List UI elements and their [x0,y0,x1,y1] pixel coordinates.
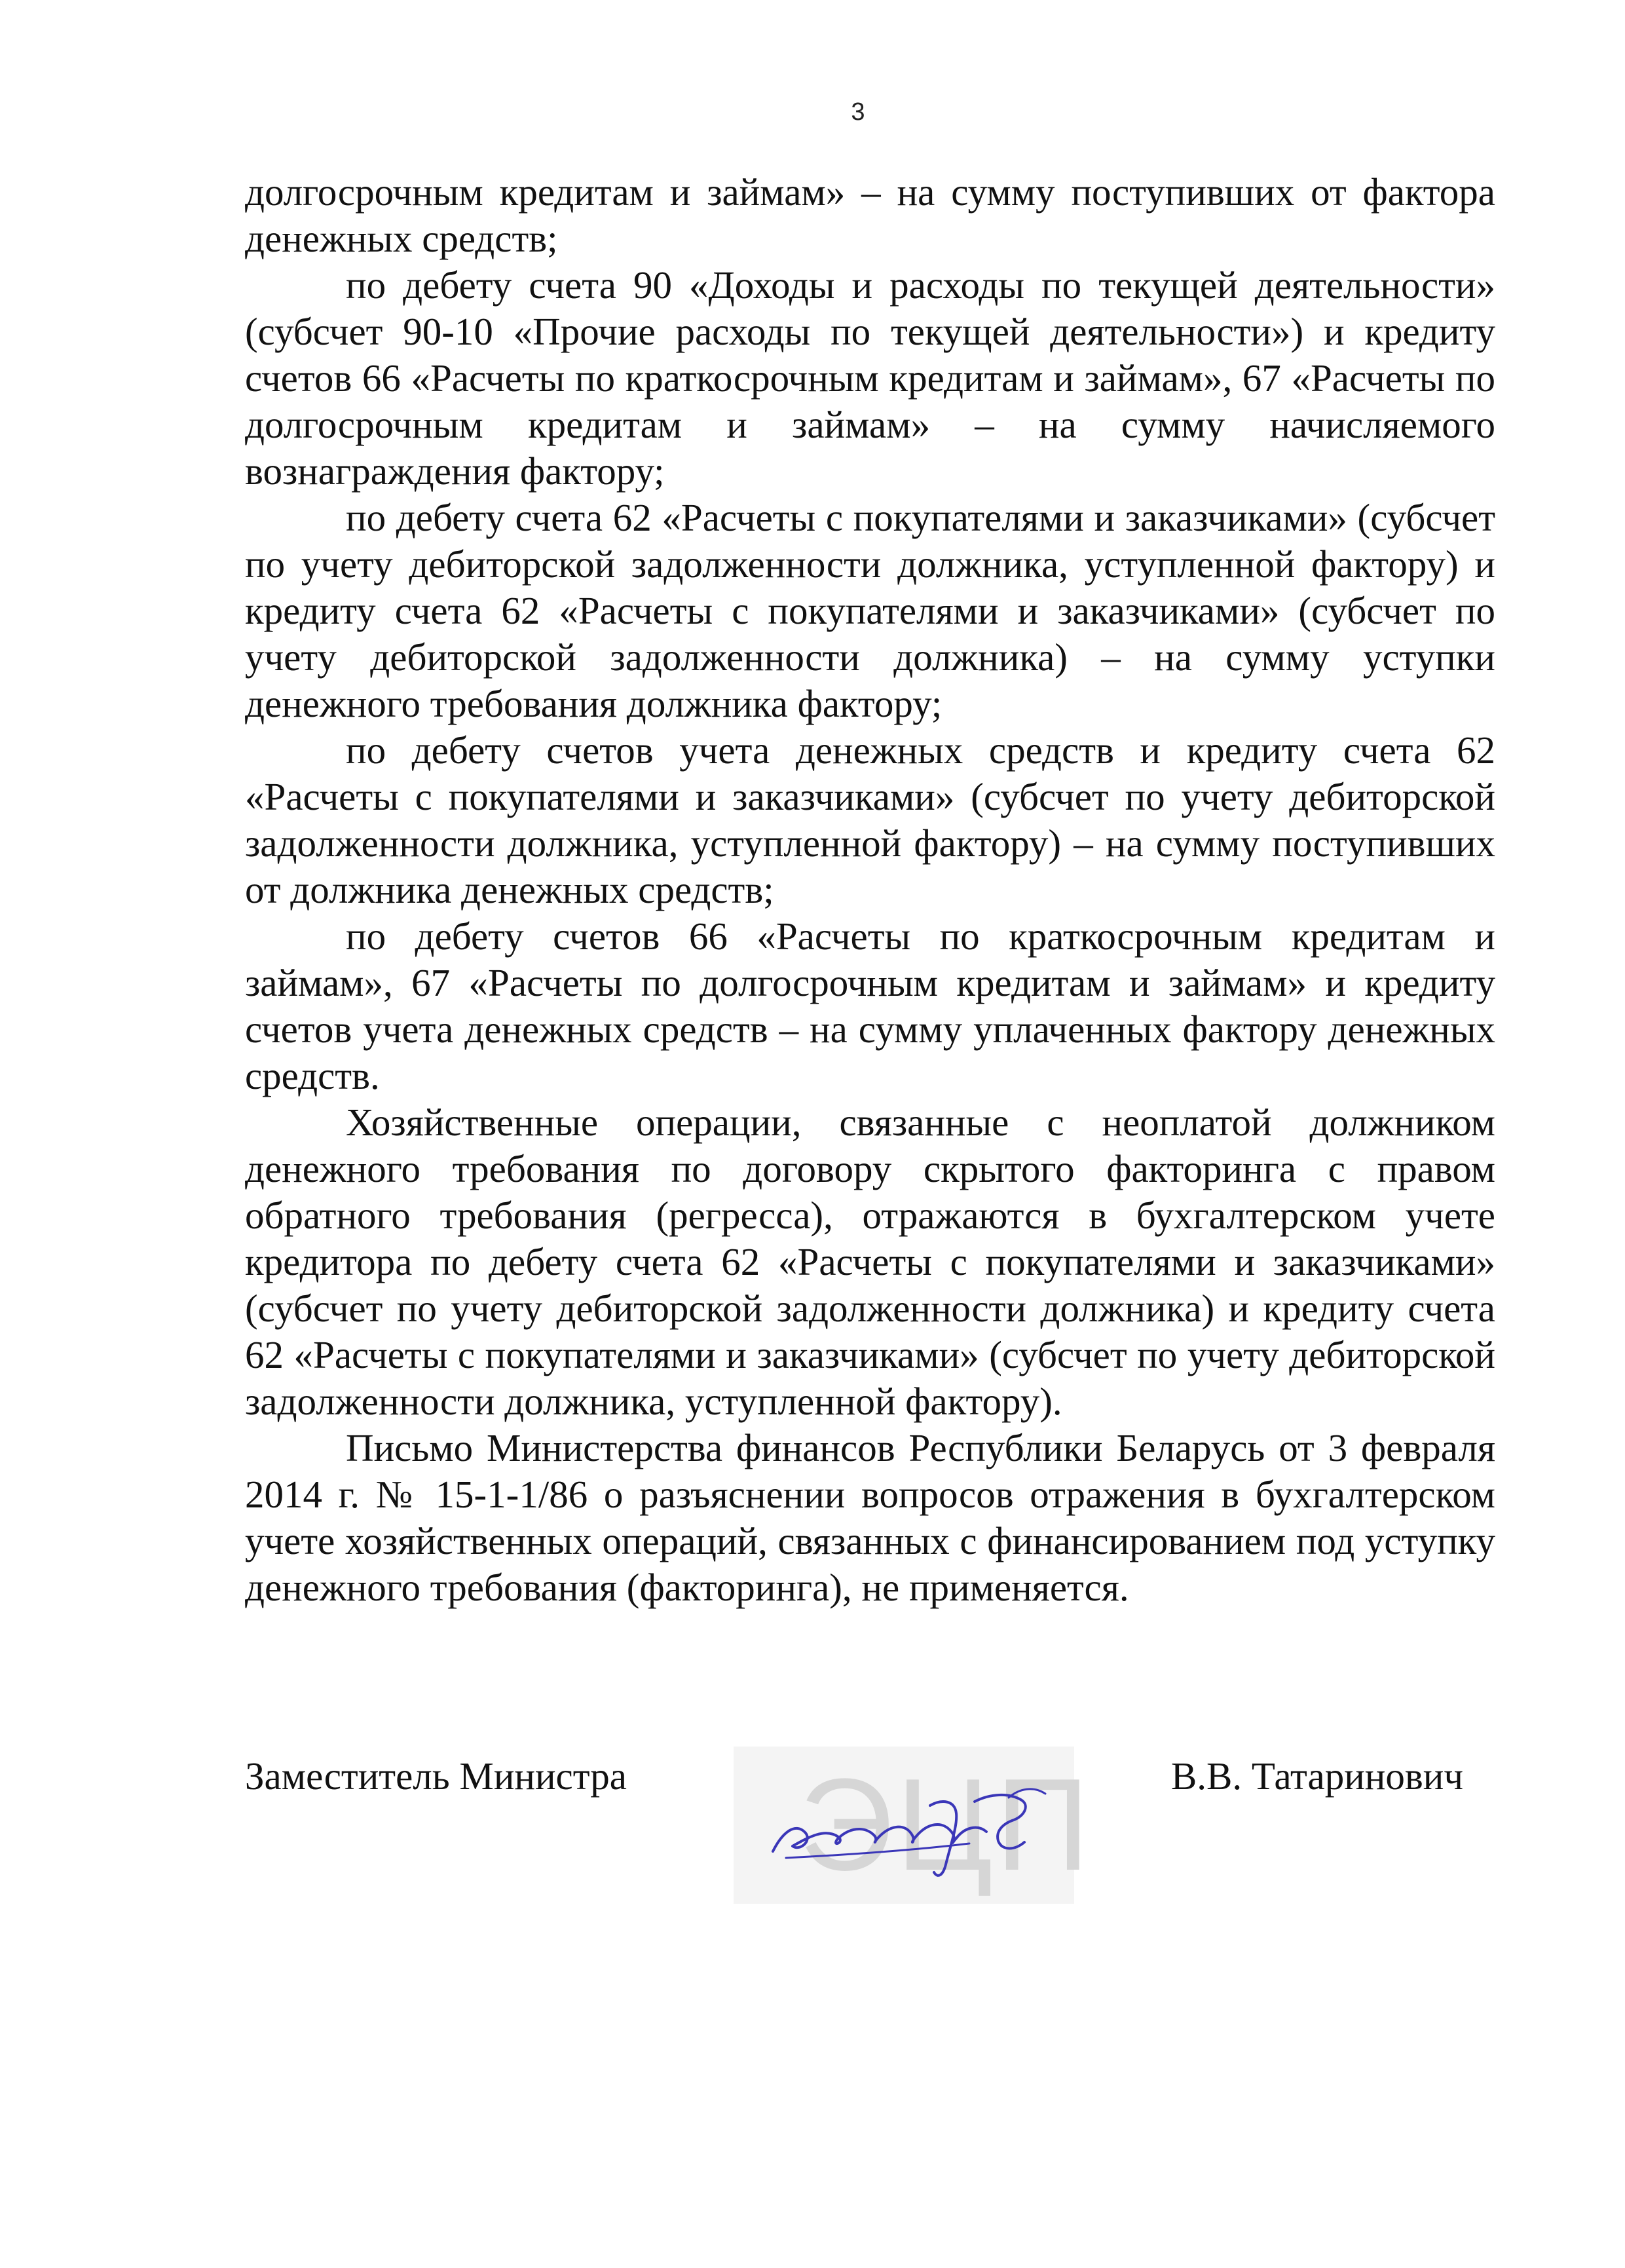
paragraph-continuation: долгосрочным кредитам и займам» – на сумму поступивших от фактора денежных средств; [245,170,1495,260]
paragraph-debit-90: по дебету счета 90 «Доходы и расходы по текущей деятельности» (субсчет 90-10 «Прочие расходы по текущей деятельности») и кредиту счетов 66 «Расчеты по краткосрочным кредитам и займам», 67 «Расчеты по долгосрочным кредитам и займам» – на сумму начисляемого вознаграждения фактору; [245,263,1495,493]
signatory-position: Заместитель Министра [245,1754,627,1798]
handwritten-signature [734,1760,1074,1891]
paragraph-letter-not-applied: Письмо Министерства финансов Республики Беларусь от 3 февраля 2014 г. № 15-1-1/86 о разъяснении вопросов отражения в бухгалтерском учете хозяйственных операций, связанных с финансированием под уступку денежного требования (факторинга), не применяется. [245,1426,1495,1609]
signatory-name: В.В. Татаринович [1170,1754,1463,1798]
stamp-watermark: ЭЦП [799,1752,1093,1898]
digital-signature-stamp [734,1747,1093,1904]
paragraph-business-operations: Хозяйственные операции, связанные с неоплатой должником денежного требования по договору скрытого факторинга с правом обратного требования (регресса), отражаются в бухгалтерском учете кредитора по дебету счета 62 «Расчеты с покупателями и заказчиками» (субсчет по учету дебиторской задолженности должника) и кредиту счета 62 «Расчеты с покупателями и заказчиками» (субсчет по учету дебиторской задолженности должника, уступленной фактору). [245,1101,1495,1423]
signature-block [245,1753,1463,1923]
paragraph-debit-66-67: по дебету счетов 66 «Расчеты по краткосрочным кредитам и займам», 67 «Расчеты по долгосрочным кредитам и займам» и кредиту счетов учета денежных средств – на сумму уплаченных фактору денежных средств. [245,915,1495,1097]
page-number: 3 [851,98,865,126]
document-body [245,169,1495,1611]
paragraph-debit-62-assigned: по дебету счета 62 «Расчеты с покупателями и заказчиками» (субсчет по учету дебиторской задолженности должника, уступленной фактору) и кредиту счета 62 «Расчеты с покупателями и заказчиками» (субсчет по учету дебиторской задолженности должника) – на сумму уступки денежного требования должника фактору; [245,496,1495,725]
paragraph-debit-cash: по дебету счетов учета денежных средств и кредиту счета 62 «Расчеты с покупателями и заказчиками» (субсчет по учету дебиторской задолженности должника, уступленной фактору) – на сумму поступивших от должника денежных средств; [245,728,1495,911]
